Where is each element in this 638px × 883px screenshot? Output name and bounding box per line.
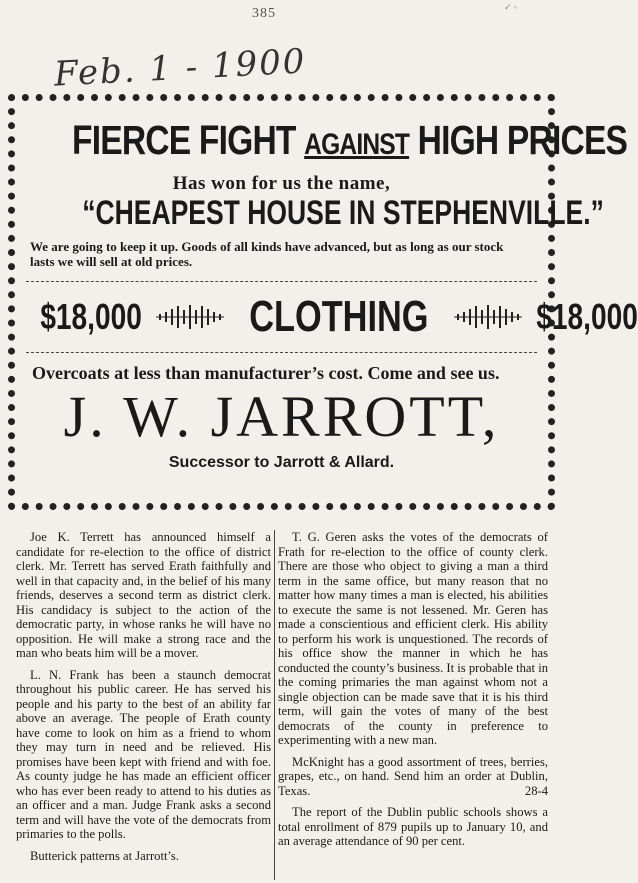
headline-part-b: AGAINST bbox=[304, 128, 410, 161]
terrett-item: Joe K. Terrett has announced himself a candidate for re-election to the office of district clerk. Mr. Terrett has served Erath faithfully and well in that capacity and, in the belief of his many friends, deserves a second term as district clerk. His candidacy is subject to the action of the democratic party, in whose ranks he will have no opposition. He will make a strong race and the man who beats him will be a mover. bbox=[16, 530, 271, 660]
ornament-right-icon bbox=[454, 303, 522, 331]
headline-part-c: HIGH PRICES bbox=[409, 117, 628, 163]
mcknight-item bbox=[278, 755, 548, 799]
ad-divider-bottom bbox=[26, 352, 537, 353]
clothing-label: CLOTHING bbox=[249, 292, 429, 341]
handwritten-date: Feb. 1 - 1900 bbox=[53, 41, 308, 95]
mcknight-text: McKnight has a good assortment of trees, berries, grapes, etc., on hand. Send him an order at Dublin, Texas. bbox=[278, 754, 548, 798]
ad-overcoats: Overcoats at less than manufacturer’s cost. Come and see us. bbox=[32, 363, 500, 383]
ad-divider-top bbox=[26, 281, 537, 282]
page-number: 385 bbox=[252, 6, 276, 21]
right-column bbox=[278, 530, 548, 856]
mcknight-ref: 28-4 bbox=[524, 783, 548, 798]
price-right: $18,000 bbox=[536, 296, 638, 337]
ad-subtitle: Has won for us the name, bbox=[172, 173, 391, 194]
clothing-row bbox=[26, 292, 638, 341]
price-left: $18,000 bbox=[40, 296, 142, 337]
ad-promo: We are going to keep it up. Goods of all kinds have advanced, but as long as our stock lasts we will sell at old prices. bbox=[30, 239, 504, 269]
dublin-schools-item: The report of the Dublin public schools shows a total enrollment of 879 pupils up to January 10, and an average attendance of 90 per cent. bbox=[278, 805, 548, 848]
advertisement bbox=[8, 94, 638, 510]
ornament-left-icon bbox=[156, 303, 224, 331]
ad-slogan: “CHEAPEST HOUSE IN STEPHENVILLE.” bbox=[82, 194, 604, 232]
headline-part-a: FIERCE FIGHT bbox=[71, 117, 305, 163]
butterick-item: Butterick patterns at Jarrott’s. bbox=[30, 848, 179, 863]
merchant-name: J. W. JARROTT, bbox=[63, 384, 500, 449]
news-columns bbox=[16, 530, 550, 880]
ad-headline bbox=[71, 117, 628, 167]
corner-mark: ✓ ◦ bbox=[504, 2, 517, 12]
left-column bbox=[16, 530, 271, 870]
merchant-successor: Successor to Jarrott & Allard. bbox=[168, 454, 395, 471]
frank-item: L. N. Frank has been a staunch democrat throughout his public career. He has served his people and his party to the best of an ability far above an average. The people of Erath county have come to look on him as a friend to whom they may turn in need and be relieved. His promises have been kept with friend and with foe. As county judge he has made an efficient officer who has ever been ready to attend to his duties as an officer and a man. Judge Frank asks a second term and will have the vote of the democrats from primaries to the polls. bbox=[16, 667, 271, 841]
column-divider bbox=[274, 530, 275, 880]
geren-item: T. G. Geren asks the votes of the democrats of Frath for re-election to the office of county clerk. There are those who object to giving a man a third term in the same office, but many reason that no matter how many times a man is elected, his abilities to execute the same is not lessened. Mr. Geren has made a conscientious and efficient clerk. His ability to perform his work is unquestioned. The records of his office show the manner in which he has conducted the county’s business. It is probable that in the coming primaries the man against whom not a single objection can be made save that it is his third term, will gain the votes of many of the best democrats of the county in preference to experimenting with a new man. bbox=[278, 530, 548, 747]
